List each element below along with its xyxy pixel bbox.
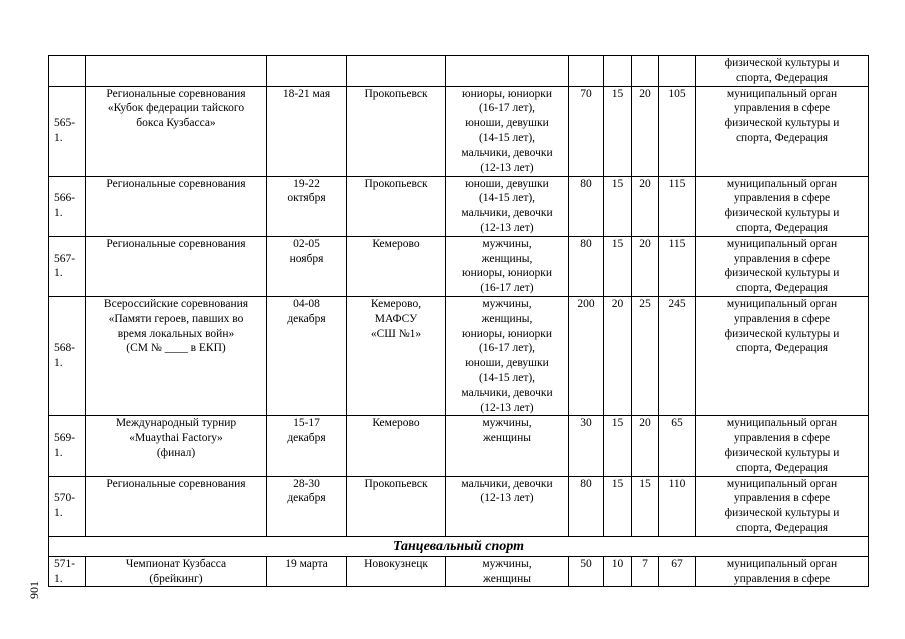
place-cell: Кемерово: [347, 416, 446, 476]
org-cell: муниципальный орган управления в сфере физической культуры и спорта, Федерация: [696, 86, 869, 176]
count-cell: 10: [604, 556, 632, 587]
count-cell: 20: [632, 86, 659, 176]
org-cell: муниципальный орган управления в сфере физической культуры и спорта, Федерация: [696, 176, 869, 236]
groups-cell: [446, 56, 569, 87]
org-cell: физической культуры и спорта, Федерация: [696, 56, 869, 87]
count-cell: 15: [604, 236, 632, 296]
groups-cell: мужчины, женщины, юниоры, юниорки (16-17 лет): [446, 236, 569, 296]
date-cell: 19 марта: [267, 556, 347, 587]
place-cell: [347, 56, 446, 87]
place-cell: Кемерово: [347, 236, 446, 296]
count-cell: 200: [569, 296, 604, 415]
place-cell: Прокопьевск: [347, 476, 446, 536]
count-cell: 105: [659, 86, 696, 176]
place-cell: Новокузнецк: [347, 556, 446, 587]
name-cell: Чемпионат Кузбасса (брейкинг): [86, 556, 267, 587]
count-cell: 20: [632, 176, 659, 236]
count-cell: 80: [569, 176, 604, 236]
groups-cell: мужчины, женщины, юниоры, юниорки (16-17 лет), юноши, девушки (14-15 лет), мальчики, девочки (12-13 лет): [446, 296, 569, 415]
date-cell: 02-05 ноября: [267, 236, 347, 296]
num-cell: 566-1.: [49, 176, 86, 236]
count-cell: 20: [604, 296, 632, 415]
count-cell: 67: [659, 556, 696, 587]
name-cell: Международный турнир «Muaythai Factory» (финал): [86, 416, 267, 476]
continued-row: [49, 56, 869, 87]
count-cell: 115: [659, 236, 696, 296]
date-cell: 28-30 декабря: [267, 476, 347, 536]
section-row: [49, 536, 869, 556]
num-cell: 570-1.: [49, 476, 86, 536]
org-cell: муниципальный орган управления в сфере физической культуры и спорта, Федерация: [696, 416, 869, 476]
count-cell: 15: [604, 416, 632, 476]
date-cell: 18-21 мая: [267, 86, 347, 176]
count-cell: [604, 56, 632, 87]
table-row: [49, 176, 869, 236]
date-cell: [267, 56, 347, 87]
count-cell: [632, 56, 659, 87]
count-cell: 30: [569, 416, 604, 476]
groups-cell: юниоры, юниорки (16-17 лет), юноши, девушки (14-15 лет), мальчики, девочки (12-13 лет): [446, 86, 569, 176]
name-cell: Региональные соревнования: [86, 236, 267, 296]
count-cell: 115: [659, 176, 696, 236]
count-cell: 65: [659, 416, 696, 476]
place-cell: Кемерово, МАФСУ «СШ №1»: [347, 296, 446, 415]
table-row-last: [49, 556, 869, 587]
org-cell: муниципальный орган управления в сфере: [696, 556, 869, 587]
page-number: 901: [27, 581, 41, 599]
name-cell: [86, 56, 267, 87]
count-cell: 110: [659, 476, 696, 536]
org-cell: муниципальный орган управления в сфере физической культуры и спорта, Федерация: [696, 476, 869, 536]
count-cell: 15: [604, 176, 632, 236]
name-cell: Региональные соревнования «Кубок федерации тайского бокса Кузбасса»: [86, 86, 267, 176]
count-cell: 15: [632, 476, 659, 536]
date-cell: 04-08 декабря: [267, 296, 347, 415]
section-title: Танцевальный спорт: [49, 536, 869, 556]
count-cell: 25: [632, 296, 659, 415]
table-row: [49, 416, 869, 476]
num-cell: 571-1.: [49, 556, 86, 587]
count-cell: 20: [632, 236, 659, 296]
date-cell: 19-22 октября: [267, 176, 347, 236]
groups-cell: мужчины, женщины: [446, 556, 569, 587]
num-cell: 567-1.: [49, 236, 86, 296]
num-cell: 565-1.: [49, 86, 86, 176]
date-cell: 15-17 декабря: [267, 416, 347, 476]
groups-cell: мальчики, девочки (12-13 лет): [446, 476, 569, 536]
count-cell: 245: [659, 296, 696, 415]
name-cell: Всероссийские соревнования «Памяти героев, павших во время локальных войн» (СМ № ____ в ЕКП): [86, 296, 267, 415]
name-cell: Региональные соревнования: [86, 476, 267, 536]
num-cell: 568-1.: [49, 296, 86, 415]
count-cell: [569, 56, 604, 87]
table-row: [49, 236, 869, 296]
count-cell: 50: [569, 556, 604, 587]
num-cell: 569-1.: [49, 416, 86, 476]
events-body: [49, 56, 869, 587]
count-cell: 80: [569, 236, 604, 296]
org-cell: муниципальный орган управления в сфере физической культуры и спорта, Федерация: [696, 296, 869, 415]
count-cell: 15: [604, 86, 632, 176]
org-cell: муниципальный орган управления в сфере физической культуры и спорта, Федерация: [696, 236, 869, 296]
table-row: [49, 296, 869, 415]
table-row: [49, 86, 869, 176]
count-cell: 15: [604, 476, 632, 536]
groups-cell: мужчины, женщины: [446, 416, 569, 476]
events-table: [48, 55, 869, 587]
place-cell: Прокопьевск: [347, 86, 446, 176]
count-cell: 80: [569, 476, 604, 536]
place-cell: Прокопьевск: [347, 176, 446, 236]
groups-cell: юноши, девушки (14-15 лет), мальчики, девочки (12-13 лет): [446, 176, 569, 236]
count-cell: 20: [632, 416, 659, 476]
num-cell: [49, 56, 86, 87]
table-row: [49, 476, 869, 536]
count-cell: 70: [569, 86, 604, 176]
count-cell: 7: [632, 556, 659, 587]
name-cell: Региональные соревнования: [86, 176, 267, 236]
count-cell: [659, 56, 696, 87]
